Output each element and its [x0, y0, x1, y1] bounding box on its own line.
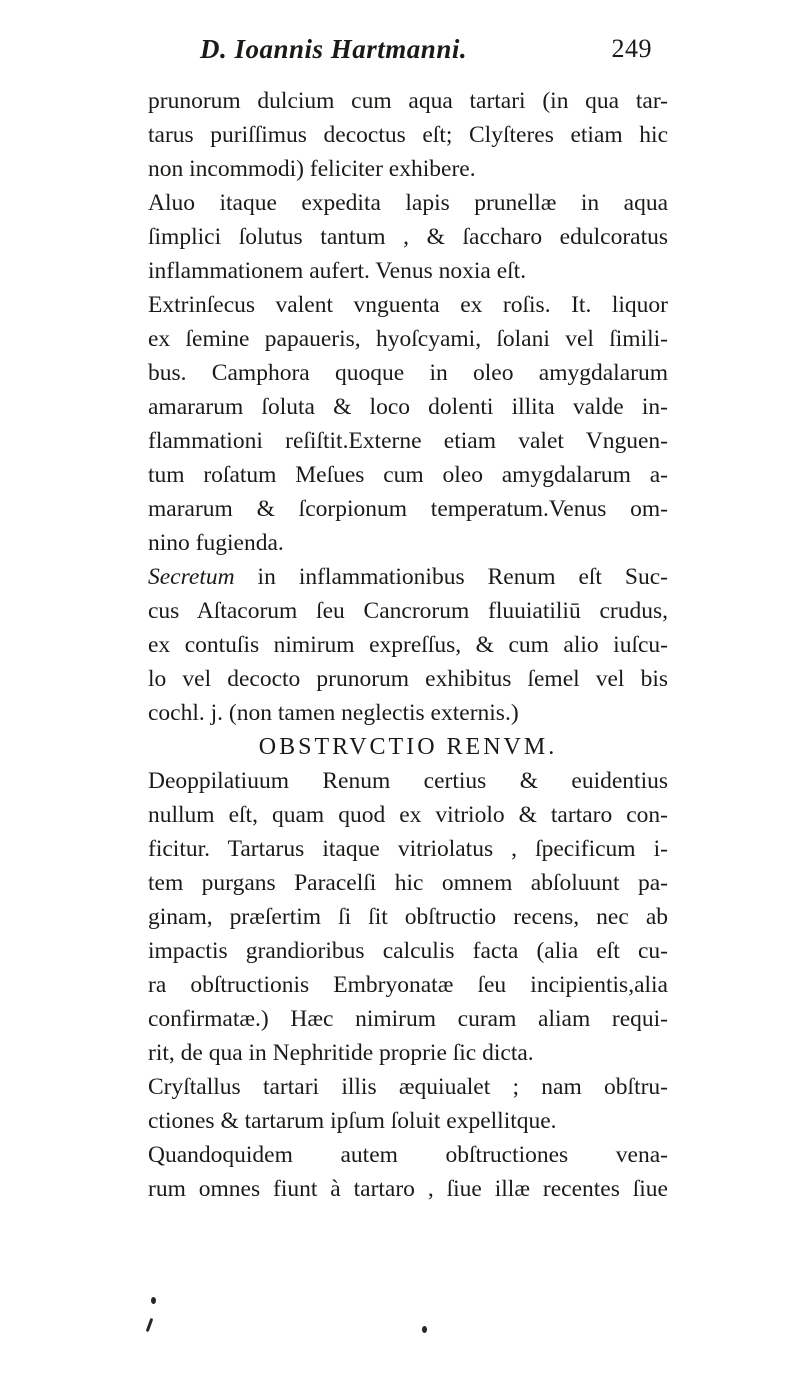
text-line [148, 390, 668, 424]
page-number: 249 [611, 34, 652, 63]
text-line [148, 798, 668, 832]
text-line [148, 764, 668, 798]
line-text: Quandoquidem autem obſtructiones vena- [148, 1142, 668, 1168]
text-line [148, 1138, 668, 1172]
text-line [148, 288, 668, 322]
line-text: Cryſtallus tartari illis æquiualet ; nam obſtru- [148, 1074, 668, 1100]
ink-speck [422, 1326, 427, 1333]
line-text: cochl. j. (non tamen neglectis externis.) [148, 700, 519, 726]
text-line [148, 1172, 668, 1206]
line-text: bus. Camphora quoque in oleo amygdalarum [148, 360, 668, 386]
text-line [148, 628, 668, 662]
text-line [148, 118, 668, 152]
text-line [148, 662, 668, 696]
line-text: nino fugienda. [148, 530, 284, 556]
text-line [148, 866, 668, 900]
line-text: rit, de qua in Nephritide proprie ſic dicta. [148, 1040, 534, 1066]
text-line [148, 526, 668, 560]
text-line [148, 900, 668, 934]
line-text: ſimplici ſolutus tantum , & ſaccharo edulcoratus [148, 224, 668, 250]
line-text: OBSTRVCTIO RENVM. [258, 734, 558, 760]
line-text: lo vel decocto prunorum exhibitus ſemel vel bis [148, 666, 668, 692]
line-text: rum omnes fiunt à tartaro , ſiue illæ recentes ſiue [148, 1176, 668, 1202]
line-text: ficitur. Tartarus itaque vitriolatus , ſpecificum i- [148, 836, 668, 862]
text-line [148, 186, 668, 220]
line-text: in inflammationibus Renum eſt Suc- [234, 564, 668, 590]
body-text [148, 84, 668, 1206]
line-text: Aluo itaque expedita lapis prunellæ in aqua [148, 190, 668, 216]
line-text: tum roſatum Meſues cum oleo amygdalarum a- [148, 462, 668, 488]
line-text: ginam, præſertim ſi ſit obſtructio recens, nec ab [148, 904, 668, 930]
text-line [148, 560, 668, 594]
line-text: tem purgans Paracelſi hic omnem abſoluunt pa- [148, 870, 668, 896]
text-line [148, 1070, 668, 1104]
text-line [148, 934, 668, 968]
line-text: Extrinſecus valent vnguenta ex roſis. It. liquor [148, 292, 668, 318]
page-header [200, 32, 660, 72]
line-text: prunorum dulcium cum aqua tartari (in qua tar- [148, 88, 668, 114]
text-line [148, 152, 668, 186]
running-title: D. Ioannis Hartmanni. [200, 34, 468, 64]
line-text: tarus puriſſimus decoctus eſt; Clyſteres etiam hic [148, 122, 668, 148]
text-line [148, 356, 668, 390]
text-line [148, 1036, 668, 1070]
text-line [148, 458, 668, 492]
text-line [148, 492, 668, 526]
line-text: ra obſtructionis Embryonatæ ſeu incipientis,alia [148, 972, 668, 998]
text-line [148, 322, 668, 356]
line-text: impactis grandioribus calculis facta (alia eſt cu- [148, 938, 668, 964]
section-heading [148, 730, 668, 764]
line-text: inflammationem aufert. Venus noxia eſt. [148, 258, 527, 284]
ink-speck [151, 1297, 156, 1304]
line-text: nullum eſt, quam quod ex vitriolo & tartaro con- [148, 802, 668, 828]
line-text: ex contuſis nimirum expreſſus, & cum alio iuſcu- [148, 632, 668, 658]
italic-term: Secretum [148, 564, 235, 590]
line-text: ctiones & tartarum ipſum ſoluit expellitque. [148, 1108, 557, 1134]
text-line [148, 1104, 668, 1138]
line-text: amararum ſoluta & loco dolenti illita valde in- [148, 394, 668, 420]
line-text: Deoppilatiuum Renum certius & euidentius [148, 768, 668, 794]
text-line [148, 84, 668, 118]
text-line [148, 1002, 668, 1036]
text-line [148, 968, 668, 1002]
line-text: flammationi reſiſtit.Externe etiam valet Vnguen- [148, 428, 668, 454]
line-text: confirmatæ.) Hæc nimirum curam aliam requi- [148, 1006, 668, 1032]
text-line [148, 594, 668, 628]
text-line [148, 220, 668, 254]
text-line [148, 424, 668, 458]
text-line [148, 254, 668, 288]
line-text: non incommodi) feliciter exhibere. [148, 156, 476, 182]
line-text: cus Aſtacorum ſeu Cancrorum fluuiatiliū crudus, [148, 598, 668, 624]
line-text: mararum & ſcorpionum temperatum.Venus om- [148, 496, 668, 522]
line-text: ex ſemine papaueris, hyoſcyami, ſolani vel ſimili- [148, 326, 668, 352]
text-line [148, 832, 668, 866]
text-line [148, 696, 668, 730]
ink-speck [146, 1318, 154, 1332]
